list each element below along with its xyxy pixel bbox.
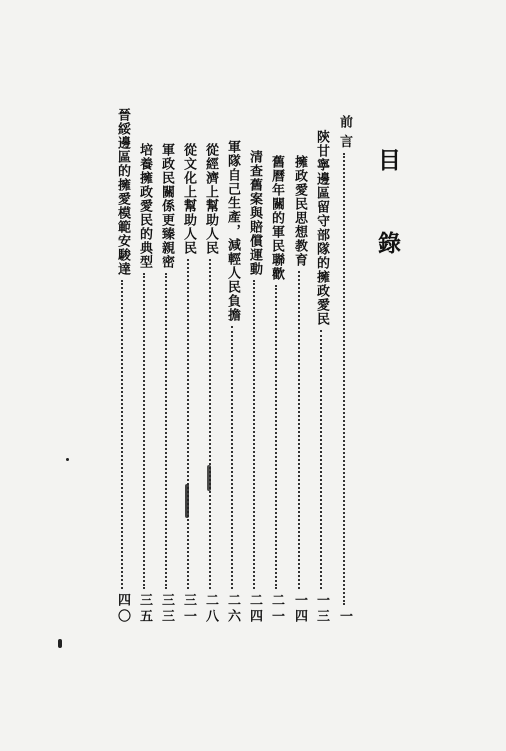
dot-leader: [187, 259, 189, 589]
dot-leader: [209, 259, 211, 589]
toc-entry: [112, 108, 132, 625]
toc-entry: [222, 140, 242, 625]
toc-entry: [266, 155, 286, 625]
toc-entry-page: 二四: [247, 593, 262, 625]
toc-entry-page: 二八: [203, 593, 218, 625]
toc-entry: [156, 143, 176, 625]
toc-entry-title: 前 言: [337, 115, 352, 149]
toc-entry-title: 軍隊自己生產，減輕人民負擔: [225, 140, 240, 322]
toc-entry: [200, 143, 220, 625]
dot-leader: [165, 273, 167, 589]
toc-entry-page: 三一: [181, 593, 196, 625]
toc-entry-title: 舊曆年關的軍民聯歡: [269, 155, 284, 281]
dot-leader: [343, 153, 345, 605]
toc-entry-page: 三五: [137, 593, 152, 625]
toc-entry: [178, 143, 198, 625]
toc-entry-title: 從經濟上幫助人民: [203, 143, 218, 255]
dot-leader: [275, 285, 277, 589]
page-title: 目 錄: [374, 148, 400, 281]
scan-speck: [66, 458, 69, 461]
toc-entry-title: 晉綏邊區的擁愛模範安駿達: [115, 108, 130, 276]
toc-entry: [311, 130, 331, 625]
dot-leader: [253, 280, 255, 589]
toc-entry-page: 四〇: [115, 593, 130, 625]
toc-entry-page: 二六: [225, 593, 240, 625]
toc-entry-title: 陝甘寧邊區留守部隊的擁政愛民: [314, 130, 329, 326]
toc-entry: [334, 115, 354, 625]
scan-speck: [185, 484, 189, 518]
toc-entry-title: 從文化上幫助人民: [181, 143, 196, 255]
toc-entry-title: 軍政民關係更臻親密: [159, 143, 174, 269]
toc-entry-page: 一四: [292, 593, 307, 625]
toc-entry-page: 一: [337, 609, 352, 625]
toc-entry-title: 培養擁政愛民的典型: [137, 143, 152, 269]
toc-entry-page: 二一: [269, 593, 284, 625]
dot-leader: [121, 280, 123, 589]
dot-leader: [231, 326, 233, 589]
toc-entry-title: 清查舊案與賠償運動: [247, 150, 262, 276]
dot-leader: [320, 330, 322, 589]
toc-entry-page: 三三: [159, 593, 174, 625]
dot-leader: [298, 271, 300, 589]
scan-speck: [207, 465, 211, 491]
dot-leader: [143, 273, 145, 589]
toc-entry-page: 一三: [314, 593, 329, 625]
toc-entry: [244, 150, 264, 625]
toc-entry-title: 擁政愛民思想教育: [292, 155, 307, 267]
toc-entry: [289, 155, 309, 625]
toc-entry: [134, 143, 154, 625]
scan-speck: [58, 639, 62, 648]
